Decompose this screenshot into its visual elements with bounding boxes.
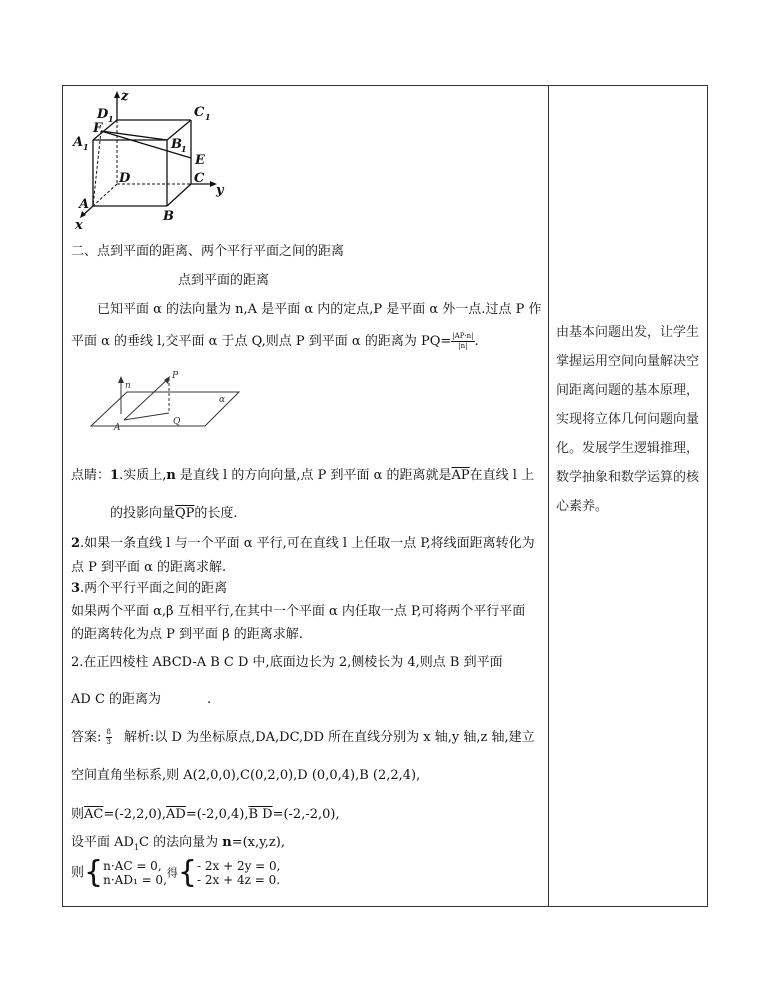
normal-line — [71, 831, 285, 852]
para1-line2: 平面 α 的垂线 l,交平面 α 于点 Q,则点 P 到平面 α 的距离为 PQ= $\frac{|AP\cdot n|}{|n|}$ . — [71, 332, 479, 350]
sys-lead: 则 — [71, 865, 85, 881]
vec-ac-val: =(-2,2,0), — [103, 807, 166, 822]
tip-line1 — [71, 464, 534, 483]
left-brace: { — [84, 855, 104, 890]
question-text: AD C 的距离为 — [71, 692, 162, 707]
vec-ap: $\overline{AP}$ — [451, 468, 470, 483]
vec-qp: $\overline{QP}$ — [175, 506, 195, 521]
label-d: D — [119, 171, 131, 186]
plane-label-p: P — [172, 371, 179, 381]
label-b: B — [163, 209, 174, 224]
answer-line — [71, 726, 535, 747]
design-intent-note: 由基本问题出发，让学生掌握运用空间向量解决空间距离问题的基本原理，实现将立体几何问题向量化。发展学生逻辑推理，数学抽象和数学运算的核心素养。 — [556, 325, 700, 514]
normal-n: n — [222, 835, 232, 850]
label-z: z — [121, 89, 129, 104]
tip-n: n — [166, 468, 176, 483]
vector-line — [71, 803, 340, 822]
section-heading: 二、点到平面的距离、两个平行平面之间的距离 — [71, 244, 345, 259]
para1-line2-text: 平面 α 的垂线 l,交平面 α 于点 Q,则点 P 到平面 α 的距离为 PQ= — [71, 334, 452, 349]
p3-line2: 如果两个平面 α,β 互相平行,在其中一个平面 α 内任取一点 P,可将两个平行平面 — [71, 604, 526, 619]
label-c: C — [194, 171, 205, 186]
plane-label-a: A — [114, 423, 121, 433]
tip-num: 1 — [110, 468, 120, 483]
pq-denominator: |n| — [458, 342, 468, 350]
p2-num: 2 — [71, 536, 81, 551]
label-b1: B — [171, 137, 182, 152]
normal-a: 设平面 AD — [71, 835, 134, 850]
normal-e: =(x,y,z), — [231, 835, 285, 850]
label-e: E — [195, 153, 205, 168]
normal-sub: 1 — [133, 843, 140, 852]
tip-text-b: 是直线 l 的方向向量,点 P 到平面 α 的距离就是 — [175, 468, 452, 483]
answer-fraction — [106, 728, 112, 747]
pq-numerator: |AP·n| — [452, 332, 474, 340]
question-end: . — [207, 692, 212, 707]
lesson-table — [62, 85, 708, 907]
label-a1: A — [73, 135, 84, 150]
sys-eq3: - 2x + 2y = 0, — [196, 859, 281, 873]
label-b1-sub: 1 — [181, 144, 187, 154]
coord-line: 空间直角坐标系,则 A(2,0,0),C(0,2,0),D (0,0,4),B (2,2,4), — [71, 768, 421, 783]
label-c1: C — [194, 105, 205, 120]
plane-diagram — [69, 366, 249, 436]
p3-text: .两个平行平面之间的距离 — [80, 581, 228, 596]
normal-c: C 的法向量为 — [139, 835, 223, 850]
answer-den: 3 — [106, 738, 111, 746]
tip2-text-b: 的长度. — [194, 506, 238, 521]
label-f: F — [93, 121, 103, 136]
answer-label: 答案: — [71, 730, 102, 745]
label-c1-sub: 1 — [205, 112, 211, 122]
tip2-text-a: 的投影向量 — [110, 506, 176, 521]
answer-text: 解析:以 D 为坐标原点,DA,DC,DD 所在直线分别为 x 轴,y 轴,z 轴,建立 — [124, 730, 535, 745]
question-line1: 2.在正四棱柱 ABCD-A B C D 中,底面边长为 2,侧棱长为 4,则点 B 到平面 — [71, 655, 503, 670]
sys-eq1: n·AC = 0, — [103, 859, 162, 873]
vec-ad1-val: =(-2,0,4), — [185, 807, 249, 822]
column-divider — [548, 86, 549, 906]
section-subtitle: 点到平面的距离 — [178, 273, 270, 288]
vec-ac: $\overline{AC}$ — [84, 807, 104, 822]
sys-left — [103, 859, 167, 887]
sys-eq2: n·AD₁ = 0, — [103, 873, 167, 887]
vec-ad1: $\overline{AD}$ — [166, 807, 186, 822]
label-y: y — [216, 183, 224, 198]
vec-b1d1-val: =(-2,-2,0), — [272, 807, 340, 822]
label-d1-sub: 1 — [108, 114, 114, 124]
cube-diagram — [71, 88, 241, 233]
pq-fraction — [451, 332, 474, 351]
question-line2 — [71, 688, 211, 707]
vec-lead: 则 — [71, 807, 85, 822]
right-brace: { — [177, 855, 197, 890]
sys-eq4: - 2x + 4z = 0. — [196, 873, 281, 887]
tip-line2 — [110, 502, 238, 521]
sys-mid: 得 — [166, 866, 178, 880]
p2-line2: 点 P 到平面 α 的距离求解. — [71, 560, 227, 575]
answer-num: 8 — [106, 728, 111, 736]
label-d1: D — [97, 107, 109, 122]
para1-line1: 已知平面 α 的法向量为 n,A 是平面 α 内的定点,P 是平面 α 外一点.过点 P 作 — [97, 302, 542, 317]
tip-text-c: 在直线 l 上 — [469, 468, 535, 483]
plane-label-alpha: α — [219, 395, 226, 405]
p2-line1 — [71, 532, 535, 551]
plane-label-n: n — [125, 381, 131, 391]
vec-b1d1: B D — [248, 807, 273, 822]
p3-line3: 的距离转化为点 P 到平面 β 的距离求解. — [71, 627, 303, 642]
sys-right — [197, 859, 281, 887]
label-x: x — [75, 218, 83, 233]
p2-text: .如果一条直线 l 与一个平面 α 平行,可在直线 l 上任取一点 P,将线面距离转化为 — [80, 536, 535, 551]
p3-num: 3 — [71, 581, 81, 596]
equation-system — [71, 855, 281, 890]
tip-label: 点睛： — [71, 468, 111, 483]
label-a: A — [79, 197, 90, 212]
tip-text-a: .实质上, — [119, 468, 167, 483]
plane-label-q: Q — [173, 417, 181, 427]
p3-line1 — [71, 577, 227, 596]
label-a1-sub: 1 — [83, 142, 89, 152]
